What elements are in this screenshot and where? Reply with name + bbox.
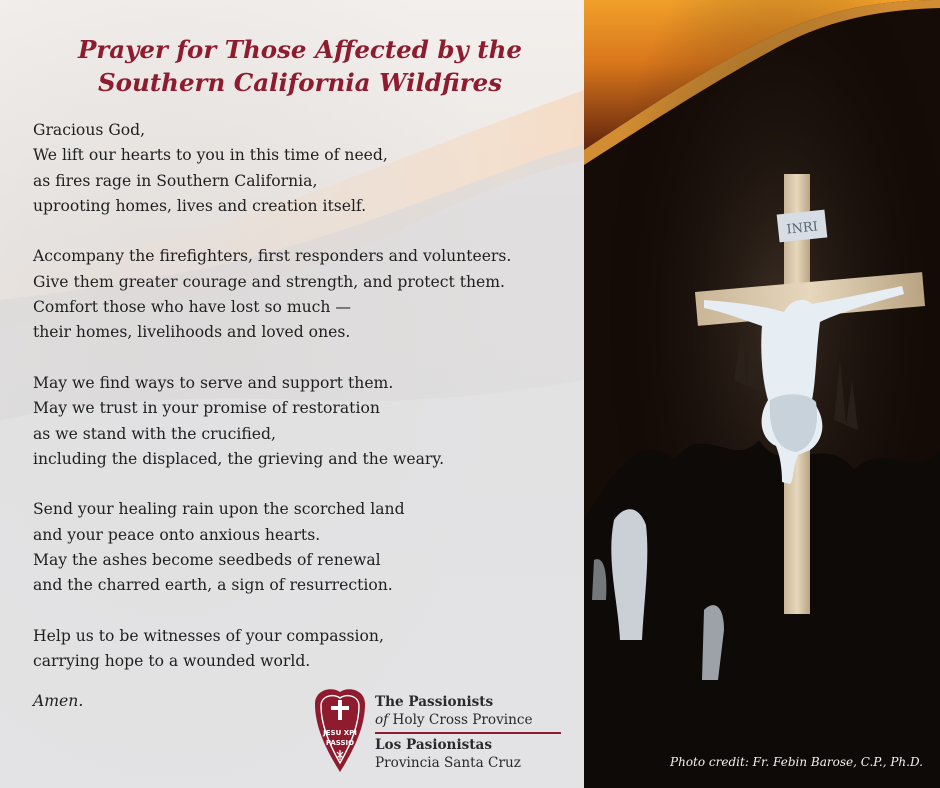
crucifix-photo (584, 0, 940, 788)
prayer-line: and your peace onto anxious hearts. (33, 525, 321, 544)
prayer-line: and the charred earth, a sign of resurrection. (33, 576, 393, 595)
prayer-line: May we trust in your promise of restoration (33, 399, 380, 418)
logo-line-2 (375, 711, 571, 729)
prayer-line: their homes, livelihoods and loved ones. (33, 323, 351, 342)
title-line-2: Southern California Wildfires (97, 68, 503, 97)
prayer-line: Gracious God, (33, 121, 146, 139)
prayer-line: as fires rage in Southern California, (33, 171, 318, 190)
prayer-title (20, 33, 580, 99)
stanza-1 (33, 118, 578, 219)
logo-line-2-rest: Holy Cross Province (388, 712, 533, 728)
prayer-line: Help us to be witnesses of your compassion, (33, 626, 384, 645)
crucifix-photo-panel (584, 0, 940, 788)
emblem-text-1: JESU XPI (323, 729, 357, 737)
photo-credit: Photo credit: Fr. Febin Barose, C.P., Ph.D. (670, 755, 923, 769)
logo-divider (375, 732, 561, 734)
prayer-line: including the displaced, the grieving and the weary. (33, 449, 445, 468)
prayer-text (33, 118, 578, 700)
passionists-logo (311, 688, 571, 778)
prayer-line: carrying hope to a wounded world. (33, 652, 311, 671)
prayer-line: uprooting homes, lives and creation itself. (33, 196, 367, 215)
prayer-line: May we find ways to serve and support them. (33, 373, 394, 392)
stanza-3 (33, 371, 578, 472)
logo-line-4: Provincia Santa Cruz (375, 755, 521, 771)
prayer-line: We lift our hearts to you in this time of need, (33, 146, 388, 165)
inri-sign-text: INRI (785, 219, 819, 238)
prayer-line: Accompany the firefighters, first responders and volunteers. (33, 247, 512, 266)
prayer-line: Comfort those who have lost so much — (33, 298, 352, 317)
title-line-1: Prayer for Those Affected by the (77, 35, 523, 64)
prayer-line: Send your healing rain upon the scorched land (33, 500, 405, 519)
logo-wordmark (375, 693, 571, 772)
logo-line-1: The Passionists (375, 694, 494, 710)
stanza-2 (33, 244, 578, 345)
logo-line-3: Los Pasionistas (375, 737, 493, 753)
stanza-4 (33, 497, 578, 598)
prayer-line: as we stand with the crucified, (33, 424, 276, 443)
passionist-emblem-icon (311, 688, 369, 774)
emblem-text-2: PASSIO (325, 739, 355, 747)
stanza-5 (33, 624, 578, 675)
prayer-line: Give them greater courage and strength, and protect them. (33, 272, 505, 291)
logo-line-2-italic: of (375, 712, 389, 728)
prayer-line: May the ashes become seedbeds of renewal (33, 551, 381, 570)
prayer-closing: Amen. (33, 692, 84, 710)
